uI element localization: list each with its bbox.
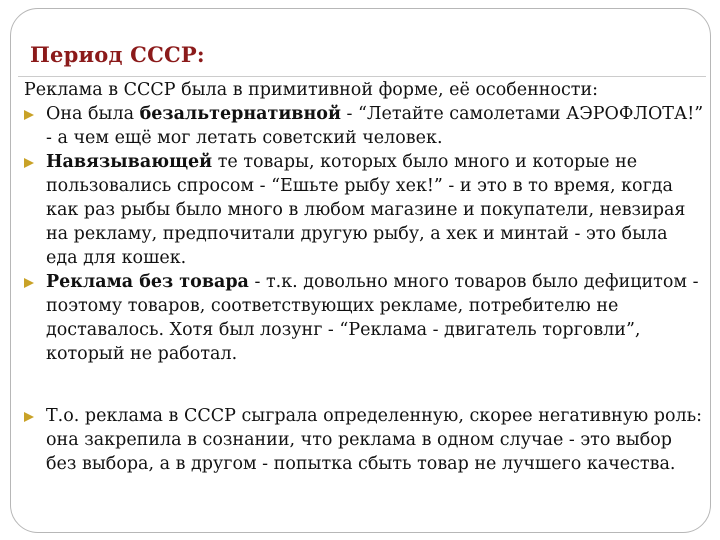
list-item: [24, 102, 704, 150]
feature-list: [24, 102, 704, 366]
slide-title: Период СССР:: [30, 42, 205, 67]
triangle-bullet-icon: [24, 412, 34, 422]
list-item: [24, 404, 704, 476]
title-divider: [18, 76, 706, 77]
triangle-bullet-icon: [24, 158, 34, 168]
conclusion-text: Т.о. реклама в СССР сыграла определенную, скорее негативную роль: она закрепила в сознании, что реклама в одном случае - это выбор без выбора, а в другом - попытка сбыть товар не лучшего качества.: [46, 406, 703, 474]
point-rest: - т.к. довольно много товаров было дефицитом - поэтому товаров, соответствующих рекламе, потребителю не доставалось. Хотя был лозунг - “Реклама - двигатель торговли”, который не работал.: [46, 272, 699, 364]
point-bold: Навязывающей: [46, 152, 213, 172]
triangle-bullet-icon: [24, 278, 34, 288]
point-rest: - “Летайте самолетами АЭРОФЛОТА!” - а чем ещё мог летать советский человек.: [46, 104, 704, 148]
point-rest: те товары, которых было много и которые не пользовались спросом - “Ешьте рыбу хек!” - и это в то время, когда как раз рыбы было много в любом магазине и покупатели, невзирая на рекламу, предпочитали другую рыбу, а хек и минтай - это была еда для кошек.: [46, 152, 686, 268]
triangle-bullet-icon: [24, 110, 34, 120]
point-bold: Реклама без товара: [46, 272, 249, 292]
spacer: [24, 366, 704, 404]
intro-text: Реклама в СССР была в примитивной форме, её особенности:: [24, 80, 599, 100]
list-item: [24, 150, 704, 270]
slide-content: [24, 78, 704, 476]
list-item: [24, 270, 704, 366]
conclusion-list: [24, 404, 704, 476]
point-lead: Она была: [46, 104, 140, 124]
point-bold: безальтернативной: [139, 104, 341, 124]
